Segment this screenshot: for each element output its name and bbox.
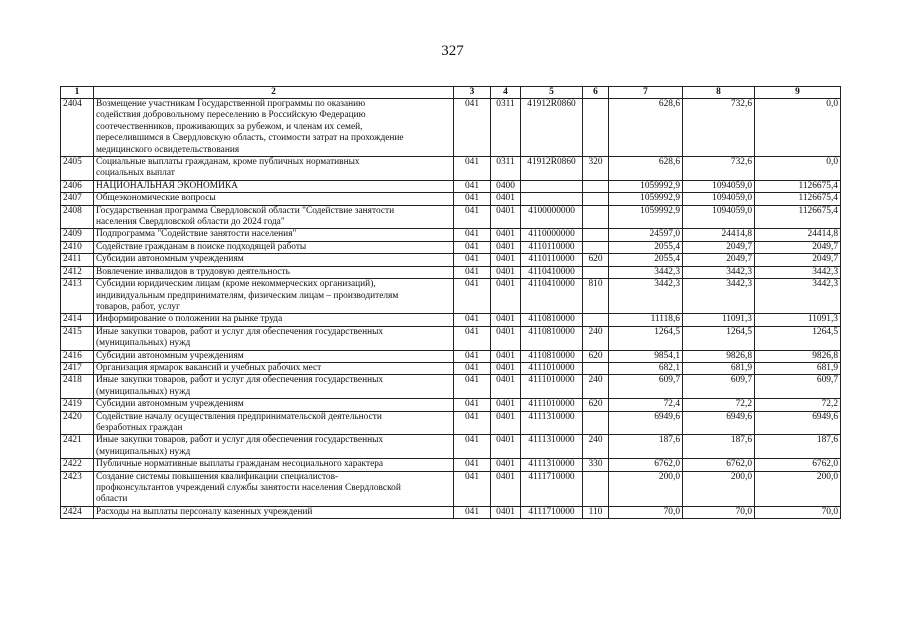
amount-col8-cell: 70,0 <box>683 506 755 518</box>
row-name-line: Субсидии автономным учреждениям <box>96 254 244 265</box>
section-code-cell: 0311 <box>491 99 521 157</box>
row-name-line: области <box>96 494 128 505</box>
amount-col9-cell: 187,6 <box>755 435 841 459</box>
row-number-cell: 2413 <box>61 279 94 314</box>
section-code-cell: 0401 <box>491 205 521 229</box>
amount-col9-cell: 1126675,4 <box>755 205 841 229</box>
row-number-cell: 2407 <box>61 193 94 205</box>
section-code-cell: 0311 <box>491 157 521 181</box>
row-name-cell <box>94 435 454 459</box>
row-name-line: (муниципальных) нужд <box>96 386 191 397</box>
amount-col8-cell: 11091,3 <box>683 314 755 326</box>
section-code-cell: 0401 <box>491 193 521 205</box>
table-row <box>61 266 841 278</box>
amount-col9-cell: 11091,3 <box>755 314 841 326</box>
row-name-line: Расходы на выплаты персоналу казенных учреждений <box>96 506 313 517</box>
row-number-cell: 2415 <box>61 326 94 350</box>
row-number-cell: 2419 <box>61 399 94 411</box>
row-name-cell <box>94 266 454 278</box>
row-name-cell <box>94 314 454 326</box>
amount-col7-cell: 200,0 <box>609 471 683 506</box>
amount-col9-cell: 2049,7 <box>755 254 841 266</box>
admin-code-cell: 041 <box>454 229 491 241</box>
amount-col7-cell: 70,0 <box>609 506 683 518</box>
table-row <box>61 193 841 205</box>
amount-col8-cell: 1094059,0 <box>683 180 755 192</box>
row-name-line: (муниципальных) нужд <box>96 446 191 457</box>
table-row <box>61 411 841 435</box>
amount-col9-cell: 681,9 <box>755 362 841 374</box>
expense-kind-cell: 320 <box>583 157 609 181</box>
expense-kind-cell: 240 <box>583 326 609 350</box>
column-header: 1 <box>61 87 94 99</box>
row-name-line: Подпрограмма "Содействие занятости населения" <box>96 229 297 240</box>
row-number-cell: 2408 <box>61 205 94 229</box>
expense-kind-cell <box>583 205 609 229</box>
target-code-cell: 4110410000 <box>521 279 583 314</box>
row-name-line: профконсультантов учреждений службы занятости населения Свердловской <box>96 483 401 493</box>
target-code-cell: 4111710000 <box>521 506 583 518</box>
column-header: 3 <box>454 87 491 99</box>
column-header: 8 <box>683 87 755 99</box>
expense-kind-cell <box>583 362 609 374</box>
row-name-line: Содействие началу осуществления предпринимательской деятельности <box>96 411 382 422</box>
target-code-cell: 4110410000 <box>521 266 583 278</box>
section-code-cell: 0401 <box>491 435 521 459</box>
section-code-cell: 0401 <box>491 279 521 314</box>
row-name-cell <box>94 99 454 157</box>
target-code-cell: 4111010000 <box>521 399 583 411</box>
expense-kind-cell <box>583 411 609 435</box>
admin-code-cell: 041 <box>454 471 491 506</box>
amount-col7-cell: 1059992,9 <box>609 205 683 229</box>
amount-col8-cell: 1094059,0 <box>683 193 755 205</box>
amount-col9-cell: 70,0 <box>755 506 841 518</box>
table-row <box>61 157 841 181</box>
column-header: 2 <box>94 87 454 99</box>
amount-col7-cell: 2055,4 <box>609 241 683 253</box>
admin-code-cell: 041 <box>454 99 491 157</box>
amount-col8-cell: 2049,7 <box>683 241 755 253</box>
amount-col7-cell: 24597,0 <box>609 229 683 241</box>
table-row <box>61 205 841 229</box>
expense-kind-cell: 620 <box>583 399 609 411</box>
admin-code-cell: 041 <box>454 506 491 518</box>
row-name-line: Публичные нормативные выплаты гражданам несоциального характера <box>96 459 384 470</box>
admin-code-cell: 041 <box>454 254 491 266</box>
amount-col9-cell: 2049,7 <box>755 241 841 253</box>
target-code-cell: 4110810000 <box>521 350 583 362</box>
amount-col9-cell: 24414,8 <box>755 229 841 241</box>
amount-col7-cell: 1264,5 <box>609 326 683 350</box>
row-name-line: Возмещение участникам Государственной программы по оказанию <box>96 99 366 109</box>
table-row <box>61 350 841 362</box>
row-name-line: Государственная программа Свердловской области "Содействие занятости <box>96 205 395 216</box>
expense-kind-cell <box>583 229 609 241</box>
row-name-cell <box>94 362 454 374</box>
admin-code-cell: 041 <box>454 193 491 205</box>
admin-code-cell: 041 <box>454 180 491 192</box>
row-name-line: Социальные выплаты гражданам, кроме публичных нормативных <box>96 157 360 168</box>
amount-col8-cell: 9826,8 <box>683 350 755 362</box>
column-header: 4 <box>491 87 521 99</box>
row-name-line: переселившимся в Свердловскую область, стоимости затрат на прохождение <box>96 133 404 144</box>
target-code-cell: 4111010000 <box>521 375 583 399</box>
row-name-line: соотечественников, проживающих за рубежом, и членам их семей, <box>96 121 363 132</box>
table-row <box>61 375 841 399</box>
row-name-line: Содействие гражданам в поиске подходящей работы <box>96 241 307 252</box>
row-name-line: социальных выплат <box>96 168 175 179</box>
page-number: 327 <box>441 43 464 59</box>
row-name-cell <box>94 157 454 181</box>
table-row <box>61 326 841 350</box>
section-code-cell: 0400 <box>491 180 521 192</box>
table-row <box>61 241 841 253</box>
amount-col8-cell: 1264,5 <box>683 326 755 350</box>
target-code-cell: 4110110000 <box>521 241 583 253</box>
row-number-cell: 2405 <box>61 157 94 181</box>
table-header-row <box>61 87 841 99</box>
row-name-cell <box>94 193 454 205</box>
amount-col7-cell: 3442,3 <box>609 279 683 314</box>
amount-col8-cell: 6949,6 <box>683 411 755 435</box>
target-code-cell: 41912R0860 <box>521 157 583 181</box>
amount-col8-cell: 2049,7 <box>683 254 755 266</box>
expense-kind-cell <box>583 180 609 192</box>
row-name-cell <box>94 459 454 471</box>
target-code-cell: 41912R0860 <box>521 99 583 157</box>
section-code-cell: 0401 <box>491 266 521 278</box>
row-name-cell <box>94 326 454 350</box>
table-body <box>61 99 841 519</box>
row-name-cell <box>94 411 454 435</box>
column-header: 7 <box>609 87 683 99</box>
admin-code-cell: 041 <box>454 279 491 314</box>
column-header: 6 <box>583 87 609 99</box>
admin-code-cell: 041 <box>454 362 491 374</box>
section-code-cell: 0401 <box>491 314 521 326</box>
row-number-cell: 2411 <box>61 254 94 266</box>
amount-col7-cell: 6949,6 <box>609 411 683 435</box>
expense-kind-cell: 110 <box>583 506 609 518</box>
amount-col9-cell: 6762,0 <box>755 459 841 471</box>
row-number-cell: 2417 <box>61 362 94 374</box>
expense-kind-cell <box>583 266 609 278</box>
admin-code-cell: 041 <box>454 411 491 435</box>
amount-col7-cell: 72,4 <box>609 399 683 411</box>
amount-col8-cell: 24414,8 <box>683 229 755 241</box>
row-number-cell: 2406 <box>61 180 94 192</box>
row-name-line: Создание системы повышения квалификации специалистов- <box>96 471 339 482</box>
row-number-cell: 2416 <box>61 350 94 362</box>
row-number-cell: 2414 <box>61 314 94 326</box>
target-code-cell: 4110110000 <box>521 254 583 266</box>
expense-kind-cell <box>583 193 609 205</box>
amount-col8-cell: 732,6 <box>683 99 755 157</box>
table-row <box>61 506 841 518</box>
admin-code-cell: 041 <box>454 314 491 326</box>
amount-col8-cell: 609,7 <box>683 375 755 399</box>
table-row <box>61 459 841 471</box>
table-row <box>61 229 841 241</box>
section-code-cell: 0401 <box>491 362 521 374</box>
row-name-cell <box>94 279 454 314</box>
amount-col7-cell: 3442,3 <box>609 266 683 278</box>
row-name-cell <box>94 180 454 192</box>
table-row <box>61 399 841 411</box>
amount-col9-cell: 0,0 <box>755 157 841 181</box>
expense-kind-cell <box>583 314 609 326</box>
admin-code-cell: 041 <box>454 399 491 411</box>
row-name-line: Вовлечение инвалидов в трудовую деятельность <box>96 266 290 277</box>
row-number-cell: 2409 <box>61 229 94 241</box>
section-code-cell: 0401 <box>491 459 521 471</box>
row-name-cell <box>94 399 454 411</box>
row-number-cell: 2412 <box>61 266 94 278</box>
expense-kind-cell: 240 <box>583 435 609 459</box>
amount-col7-cell: 2055,4 <box>609 254 683 266</box>
amount-col8-cell: 732,6 <box>683 157 755 181</box>
admin-code-cell: 041 <box>454 241 491 253</box>
amount-col9-cell: 1264,5 <box>755 326 841 350</box>
amount-col8-cell: 681,9 <box>683 362 755 374</box>
section-code-cell: 0401 <box>491 471 521 506</box>
column-header: 9 <box>755 87 841 99</box>
amount-col8-cell: 3442,3 <box>683 279 755 314</box>
admin-code-cell: 041 <box>454 157 491 181</box>
target-code-cell: 4100000000 <box>521 205 583 229</box>
expense-kind-cell <box>583 99 609 157</box>
row-name-line: медицинского освидетельствования <box>96 144 240 155</box>
row-number-cell: 2421 <box>61 435 94 459</box>
row-number-cell: 2404 <box>61 99 94 157</box>
expense-kind-cell: 240 <box>583 375 609 399</box>
row-name-cell <box>94 350 454 362</box>
row-name-line: товаров, работ, услуг <box>96 301 180 312</box>
amount-col7-cell: 628,6 <box>609 157 683 181</box>
column-header: 5 <box>521 87 583 99</box>
section-code-cell: 0401 <box>491 399 521 411</box>
amount-col9-cell: 1126675,4 <box>755 180 841 192</box>
row-name-line: Субсидии автономным учреждениям <box>96 350 244 361</box>
target-code-cell: 4110810000 <box>521 314 583 326</box>
amount-col8-cell: 200,0 <box>683 471 755 506</box>
amount-col9-cell: 0,0 <box>755 99 841 157</box>
admin-code-cell: 041 <box>454 375 491 399</box>
table-row <box>61 279 841 314</box>
amount-col9-cell: 3442,3 <box>755 279 841 314</box>
target-code-cell: 4111310000 <box>521 459 583 471</box>
amount-col7-cell: 682,1 <box>609 362 683 374</box>
table-row <box>61 362 841 374</box>
section-code-cell: 0401 <box>491 506 521 518</box>
row-name-line: Иные закупки товаров, работ и услуг для обеспечения государственных <box>96 326 384 337</box>
section-code-cell: 0401 <box>491 326 521 350</box>
amount-col8-cell: 187,6 <box>683 435 755 459</box>
amount-col7-cell: 187,6 <box>609 435 683 459</box>
amount-col8-cell: 72,2 <box>683 399 755 411</box>
admin-code-cell: 041 <box>454 326 491 350</box>
expense-kind-cell: 810 <box>583 279 609 314</box>
row-number-cell: 2424 <box>61 506 94 518</box>
expense-kind-cell <box>583 471 609 506</box>
amount-col9-cell: 3442,3 <box>755 266 841 278</box>
row-number-cell: 2410 <box>61 241 94 253</box>
row-name-line: Иные закупки товаров, работ и услуг для обеспечения государственных <box>96 375 384 386</box>
section-code-cell: 0401 <box>491 229 521 241</box>
amount-col9-cell: 609,7 <box>755 375 841 399</box>
amount-col9-cell: 200,0 <box>755 471 841 506</box>
section-code-cell: 0401 <box>491 411 521 435</box>
amount-col7-cell: 9854,1 <box>609 350 683 362</box>
expense-kind-cell: 620 <box>583 254 609 266</box>
expense-kind-cell: 620 <box>583 350 609 362</box>
amount-col7-cell: 1059992,9 <box>609 193 683 205</box>
amount-col7-cell: 609,7 <box>609 375 683 399</box>
expense-kind-cell <box>583 241 609 253</box>
row-name-line: населения Свердловской области до 2024 года" <box>96 217 285 228</box>
target-code-cell: 4111310000 <box>521 435 583 459</box>
admin-code-cell: 041 <box>454 435 491 459</box>
table-row <box>61 180 841 192</box>
row-number-cell: 2418 <box>61 375 94 399</box>
row-name-line: НАЦИОНАЛЬНАЯ ЭКОНОМИКА <box>96 180 238 191</box>
row-name-cell <box>94 254 454 266</box>
table-row <box>61 254 841 266</box>
row-name-line: Информирование о положении на рынке труда <box>96 314 283 325</box>
table-row <box>61 314 841 326</box>
row-name-line: содействия добровольному переселению в Российскую Федерацию <box>96 110 366 121</box>
row-name-line: Субсидии юридическим лицам (кроме некоммерческих организаций), <box>96 279 376 290</box>
row-name-line: безработных граждан <box>96 422 183 433</box>
table-row <box>61 99 841 157</box>
target-code-cell: 4110810000 <box>521 326 583 350</box>
amount-col7-cell: 6762,0 <box>609 459 683 471</box>
section-code-cell: 0401 <box>491 254 521 266</box>
admin-code-cell: 041 <box>454 459 491 471</box>
row-name-line: Иные закупки товаров, работ и услуг для обеспечения государственных <box>96 435 384 446</box>
amount-col9-cell: 6949,6 <box>755 411 841 435</box>
row-name-cell <box>94 375 454 399</box>
admin-code-cell: 041 <box>454 350 491 362</box>
amount-col8-cell: 1094059,0 <box>683 205 755 229</box>
row-name-cell <box>94 241 454 253</box>
target-code-cell: 4111710000 <box>521 471 583 506</box>
admin-code-cell: 041 <box>454 266 491 278</box>
section-code-cell: 0401 <box>491 375 521 399</box>
amount-col8-cell: 3442,3 <box>683 266 755 278</box>
section-code-cell: 0401 <box>491 241 521 253</box>
table-row <box>61 471 841 506</box>
row-name-line: Субсидии автономным учреждениям <box>96 399 244 410</box>
row-name-cell <box>94 471 454 506</box>
target-code-cell: 4111310000 <box>521 411 583 435</box>
amount-col7-cell: 11118,6 <box>609 314 683 326</box>
row-number-cell: 2420 <box>61 411 94 435</box>
expense-kind-cell: 330 <box>583 459 609 471</box>
row-name-cell <box>94 229 454 241</box>
amount-col9-cell: 72,2 <box>755 399 841 411</box>
row-name-line: Общеэкономические вопросы <box>96 193 216 204</box>
row-name-line: Организация ярмарок вакансий и учебных рабочих мест <box>96 362 322 373</box>
table-row <box>61 435 841 459</box>
budget-table <box>60 86 841 519</box>
amount-col9-cell: 9826,8 <box>755 350 841 362</box>
section-code-cell: 0401 <box>491 350 521 362</box>
row-name-cell <box>94 205 454 229</box>
target-code-cell <box>521 180 583 192</box>
amount-col7-cell: 628,6 <box>609 99 683 157</box>
amount-col8-cell: 6762,0 <box>683 459 755 471</box>
row-number-cell: 2423 <box>61 471 94 506</box>
row-name-line: (муниципальных) нужд <box>96 338 191 349</box>
admin-code-cell: 041 <box>454 205 491 229</box>
amount-col9-cell: 1126675,4 <box>755 193 841 205</box>
row-number-cell: 2422 <box>61 459 94 471</box>
amount-col7-cell: 1059992,9 <box>609 180 683 192</box>
row-name-line: индивидуальным предпринимателям, физическим лицам – производителям <box>96 290 399 301</box>
target-code-cell: 4110000000 <box>521 229 583 241</box>
target-code-cell <box>521 193 583 205</box>
row-name-cell <box>94 506 454 518</box>
target-code-cell: 4111010000 <box>521 362 583 374</box>
